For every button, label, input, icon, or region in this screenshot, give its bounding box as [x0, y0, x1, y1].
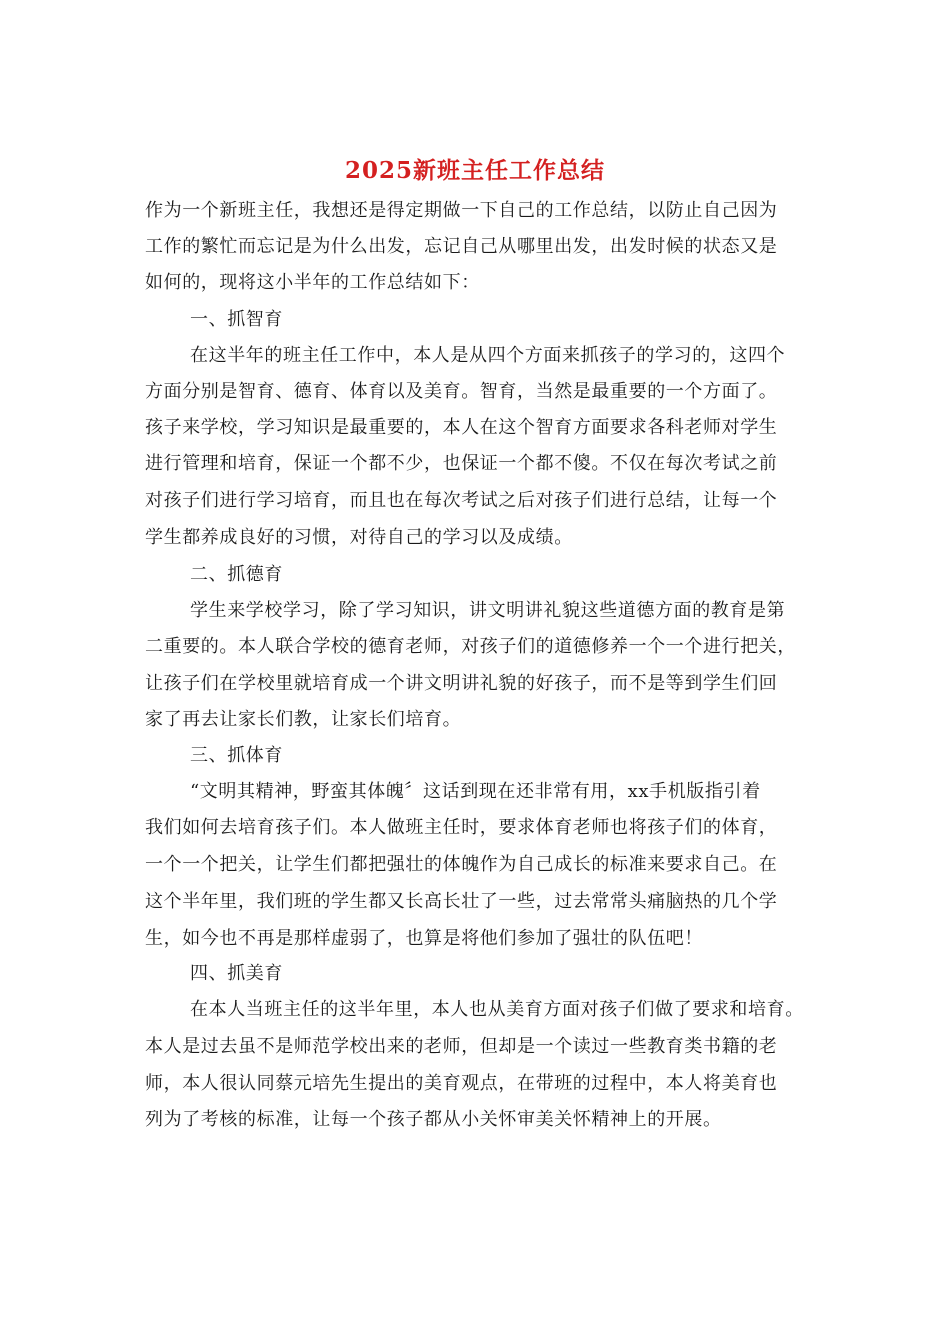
paragraph-line: 一个一个把关，让学生们都把强壮的体魄作为自己成长的标准来要求自己。在: [145, 854, 778, 875]
paragraph-line: 本人是过去虽不是师范学校出来的老师，但却是一个读过一些教育类书籍的老: [145, 1036, 778, 1057]
paragraph-line: 学生来学校学习，除了学习知识，讲文明讲礼貌这些道德方面的教育是第: [190, 600, 786, 621]
section-heading: 三、抓体育: [190, 745, 283, 766]
paragraph-line: 在本人当班主任的这半年里，本人也从美育方面对孩子们做了要求和培育。: [190, 999, 804, 1020]
paragraph-line: 学生都养成良好的习惯，对待自己的学习以及成绩。: [145, 527, 573, 548]
paragraph-line: 我们如何去培育孩子们。本人做班主任时，要求体育老师也将孩子们的体育，: [145, 817, 778, 838]
section-heading: 二、抓德育: [190, 564, 283, 585]
paragraph-line: 孩子来学校，学习知识是最重要的，本人在这个智育方面要求各科老师对学生: [145, 417, 778, 438]
paragraph-line: 如何的，现将这小半年的工作总结如下：: [145, 272, 480, 293]
paragraph-line: “文明其精神，野蛮其体魄〞这话到现在还非常有用，xx手机版指引着: [190, 781, 761, 802]
paragraph-line: 方面分别是智育、德育、体育以及美育。智育，当然是最重要的一个方面了。: [145, 381, 778, 402]
paragraph-line: 工作的繁忙而忘记是为什么出发，忘记自己从哪里出发，出发时候的状态又是: [145, 236, 778, 257]
document-title: 2025新班主任工作总结: [344, 157, 605, 184]
paragraph-line: 这个半年里，我们班的学生都又长高长壮了一些，过去常常头痛脑热的几个学: [145, 891, 778, 912]
section-heading: 四、抓美育: [190, 963, 283, 984]
paragraph-line: 作为一个新班主任，我想还是得定期做一下自己的工作总结，以防止自己因为: [145, 200, 778, 221]
paragraph-line: 对孩子们进行学习培育，而且也在每次考试之后对孩子们进行总结，让每一个: [145, 490, 778, 511]
section-heading: 一、抓智育: [190, 309, 283, 330]
paragraph-line: 生，如今也不再是那样虚弱了，也算是将他们参加了强壮的队伍吧！: [145, 928, 703, 949]
paragraph-line: 进行管理和培育，保证一个都不少，也保证一个都不傻。不仅在每次考试之前: [145, 453, 778, 474]
paragraph-line: 让孩子们在学校里就培育成一个讲文明讲礼貌的好孩子，而不是等到学生们回: [145, 673, 778, 694]
paragraph-line: 在这半年的班主任工作中，本人是从四个方面来抓孩子的学习的，这四个: [190, 345, 786, 366]
paragraph-line: 列为了考核的标准，让每一个孩子都从小关怀审美关怀精神上的开展。: [145, 1109, 722, 1130]
paragraph-line: 二重要的。本人联合学校的德育老师，对孩子们的道德修养一个一个进行把关，: [145, 636, 796, 657]
paragraph-line: 师，本人很认同蔡元培先生提出的美育观点，在带班的过程中，本人将美育也: [145, 1073, 778, 1094]
paragraph-line: 家了再去让家长们教，让家长们培育。: [145, 709, 462, 730]
